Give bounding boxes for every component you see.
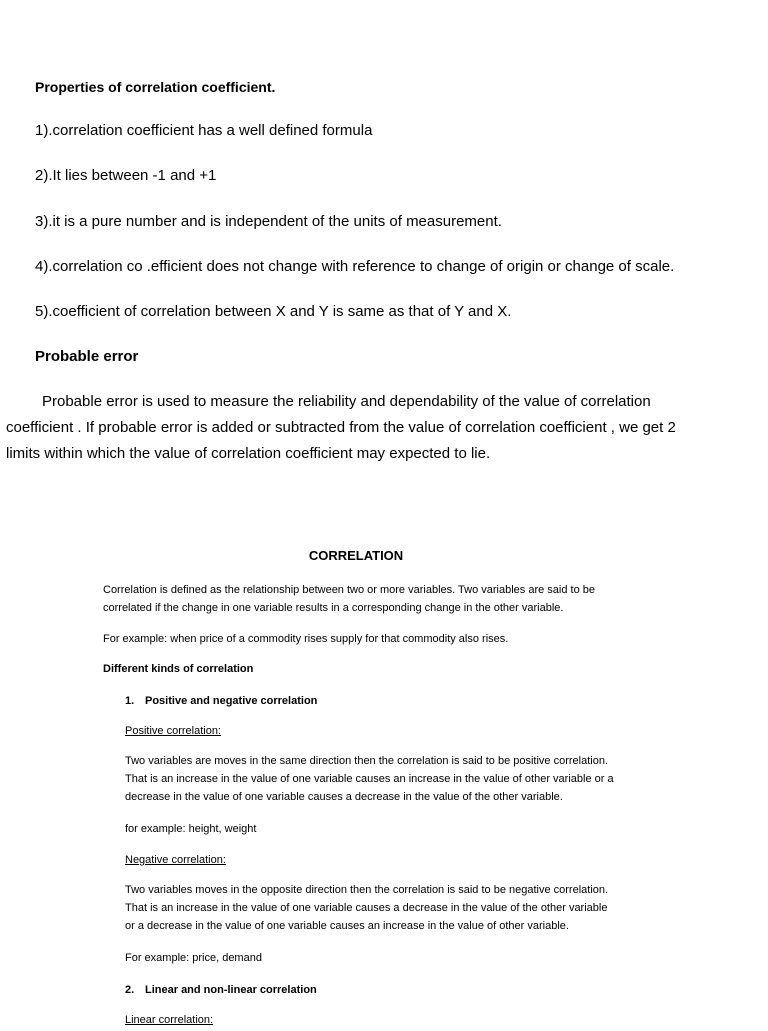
linear-correlation-heading xyxy=(125,1013,213,1031)
kind-2-label: Linear and non-linear correlation xyxy=(145,984,317,996)
kind-1-heading xyxy=(125,694,317,712)
paragraph-line: Correlation is defined as the relationship between two or more variables. Two variables are said to be xyxy=(103,584,596,596)
positive-correlation-paragraph xyxy=(125,754,614,808)
kinds-heading xyxy=(103,662,253,680)
property-item-1: 1).correlation coefficient has a well defined formula xyxy=(35,122,373,139)
paragraph-line: Negative correlation: xyxy=(125,854,226,866)
correlation-title: CORRELATION xyxy=(308,548,404,563)
positive-correlation-heading xyxy=(125,724,221,742)
properties-title: Properties of correlation coefficient. xyxy=(35,79,276,95)
negative-correlation-heading xyxy=(125,853,226,871)
paragraph-line: limits within which the value of correlation coefficient may expected to lie. xyxy=(6,445,491,462)
property-item-4: 4).correlation co .efficient does not change with reference to change of origin or change of scale. xyxy=(35,258,675,275)
paragraph-line: For example: when price of a commodity rises supply for that commodity also rises. xyxy=(103,633,509,645)
kind-2-heading xyxy=(125,983,317,1001)
paragraph-line: Different kinds of correlation xyxy=(103,663,254,675)
paragraph-line: decrease in the value of one variable causes a decrease in the value of the other variable. xyxy=(125,791,563,803)
property-item-5: 5).coefficient of correlation between X and Y is same as that of Y and X. xyxy=(35,303,512,320)
paragraph-line: for example: height, weight xyxy=(125,823,257,835)
paragraph-line: Positive correlation: xyxy=(125,725,221,737)
positive-example-text xyxy=(125,822,256,840)
paragraph-line: That is an increase in the value of one variable causes an increase in the value of other variable or a xyxy=(125,773,614,785)
paragraph-line: Linear correlation: xyxy=(125,1014,214,1026)
probable-error-heading: Probable error xyxy=(35,348,139,365)
paragraph-line: For example: price, demand xyxy=(125,952,262,964)
example-text xyxy=(103,632,508,650)
property-item-2: 2).It lies between -1 and +1 xyxy=(35,167,217,184)
paragraph-line: or a decrease in the value of one variable causes an increase in the value of other variable. xyxy=(125,920,569,932)
negative-example-text xyxy=(125,951,262,969)
paragraph-line: Two variables moves in the opposite direction then the correlation is said to be negative correlation. xyxy=(125,884,609,896)
definition-paragraph xyxy=(103,583,595,619)
paragraph-line: Two variables are moves in the same direction then the correlation is said to be positive correlation. xyxy=(125,755,609,767)
paragraph-line: correlated if the change in one variable results in a corresponding change in the other variable. xyxy=(103,602,564,614)
paragraph-line: Probable error is used to measure the reliability and dependability of the value of correlation xyxy=(42,393,651,410)
paragraph-line: coefficient . If probable error is added or subtracted from the value of correlation coefficient , we get 2 xyxy=(6,419,676,436)
property-item-3: 3).it is a pure number and is independent of the units of measurement. xyxy=(35,213,502,230)
negative-correlation-paragraph xyxy=(125,883,608,937)
paragraph-line: That is an increase in the value of one variable causes a decrease in the value of the other variable xyxy=(125,902,608,914)
kind-1-label: Positive and negative correlation xyxy=(145,695,318,707)
list-number: 2. xyxy=(125,984,135,996)
list-number: 1. xyxy=(125,695,135,707)
probable-error-paragraph xyxy=(6,392,764,470)
